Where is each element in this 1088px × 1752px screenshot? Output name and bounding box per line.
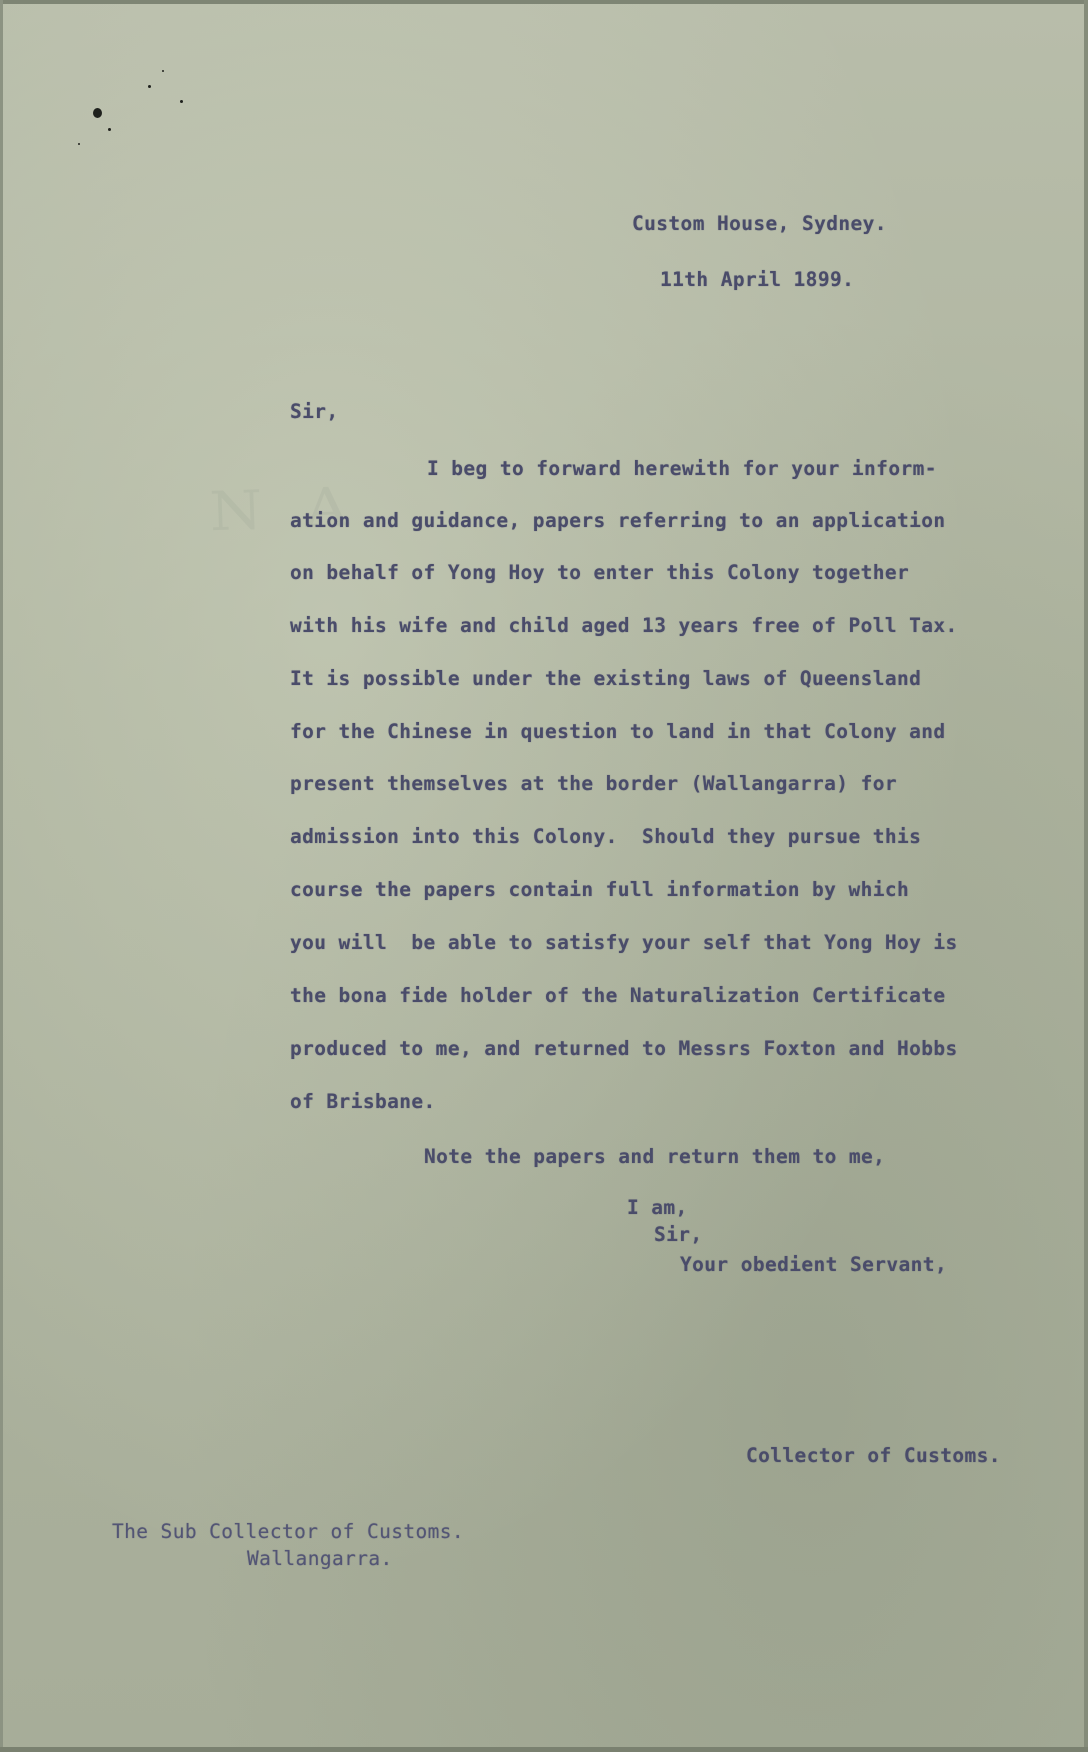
paper-watermark: ᴺ ᴬ (208, 467, 357, 585)
body-line: you will be able to satisfy your self that Yong Hoy is (290, 931, 958, 954)
sender-address: Custom House, Sydney. (632, 212, 887, 235)
body-line: I beg to forward herewith for your inform- (427, 457, 937, 480)
body-line: It is possible under the existing laws of Queensland (290, 667, 922, 690)
page-edge-bottom (0, 1747, 1088, 1752)
body-line: the bona fide holder of the Naturalization Certificate (290, 984, 946, 1007)
body-line: with his wife and child aged 13 years free of Poll Tax. (290, 614, 958, 637)
signature-title: Collector of Customs. (746, 1444, 1001, 1467)
closing-sir: Sir, (654, 1223, 703, 1246)
page-edge-left (0, 0, 3, 1752)
body-line: admission into this Colony. Should they pursue this (290, 825, 922, 848)
body-line: produced to me, and returned to Messrs Foxton and Hobbs (290, 1037, 958, 1060)
page-edge-top (0, 0, 1088, 4)
page-edge-right (1084, 0, 1088, 1752)
body-line: course the papers contain full information by which (290, 878, 910, 901)
letter-date: 11th April 1899. (660, 268, 855, 291)
ink-speck (108, 128, 111, 131)
recipient-title: The Sub Collector of Customs. (112, 1520, 465, 1543)
body-line: ation and guidance, papers referring to an application (290, 509, 946, 532)
body-line: present themselves at the border (Wallangarra) for (290, 772, 897, 795)
recipient-location: Wallangarra. (247, 1547, 393, 1570)
body-line: of Brisbane. (290, 1090, 436, 1113)
instruction-line: Note the papers and return them to me, (424, 1145, 886, 1168)
ink-speck (78, 143, 80, 145)
ink-speck (148, 85, 151, 88)
body-line: for the Chinese in question to land in that Colony and (290, 720, 946, 743)
salutation: Sir, (290, 400, 339, 423)
closing-i-am: I am, (627, 1196, 688, 1219)
ink-speck (180, 100, 183, 103)
body-line: on behalf of Yong Hoy to enter this Colony together (290, 561, 910, 584)
ink-speck (162, 70, 164, 72)
ink-speck (93, 108, 102, 118)
closing-servant: Your obedient Servant, (680, 1253, 948, 1276)
